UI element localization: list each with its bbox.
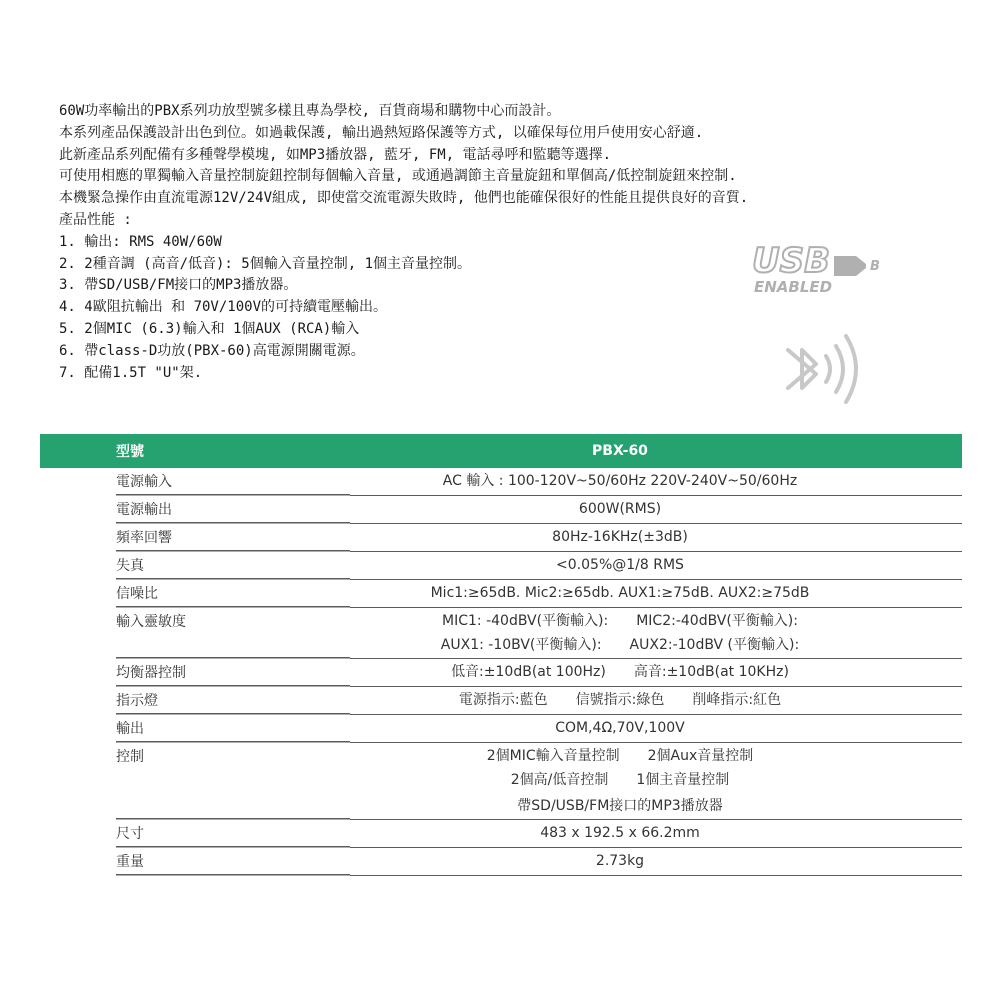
spec-value-segment: 1個主音量控制 xyxy=(636,772,730,788)
spec-value-line xyxy=(350,851,890,872)
intro-line: 4. 4歐阻抗輸出 和 70V/100V的可持續電壓輸出。 xyxy=(59,299,388,316)
spec-value-segment: 電源指示:藍色 xyxy=(458,692,548,708)
spec-label: 重量 xyxy=(40,848,350,876)
spec-value-segment: AUX2:-10dBV (平衡輸入): xyxy=(629,637,800,653)
spec-value-line xyxy=(350,583,890,604)
spec-value-line xyxy=(350,690,890,711)
table-row xyxy=(40,496,962,524)
spec-value xyxy=(350,687,962,715)
spec-label: 尺寸 xyxy=(40,820,350,848)
spec-value-segment: COM,4Ω,70V,100V xyxy=(555,720,685,736)
spec-value-segment: 80Hz-16KHz(±3dB) xyxy=(552,529,688,545)
intro-line: 本機緊急操作由直流電源12V/24V組成, 即使當交流電源失敗時, 他們也能確保很好的性能且提供良好的音質. xyxy=(59,190,749,207)
spec-value-line xyxy=(350,611,890,632)
spec-label: 指示燈 xyxy=(40,687,350,715)
spec-value-segment: 低音:±10dB(at 100Hz) xyxy=(451,664,606,680)
intro-line: 此新產品系列配備有多種聲學模塊, 如MP3播放器, 藍牙, FM, 電話尋呼和監聽等選擇. xyxy=(59,146,612,163)
spec-value xyxy=(350,468,962,496)
spec-label: 均衡器控制 xyxy=(40,659,350,687)
spec-label: 輸出 xyxy=(40,715,350,743)
bluetooth-icon xyxy=(782,330,866,408)
intro-line: 5. 2個MIC (6.3)輸入和 1個AUX (RCA)輸入 xyxy=(59,320,360,337)
spec-value-line xyxy=(350,499,890,520)
spec-value-line xyxy=(350,823,890,844)
table-row xyxy=(40,743,962,820)
spec-value-line xyxy=(350,662,890,683)
intro-line: 2. 2種音調 (高音/低音): 5個輸入音量控制, 1個主音量控制。 xyxy=(59,255,472,272)
intro-line: 本系列產品保護設計出色到位。如過載保護, 輸出過熱短路保護等方式, 以確保每位用戶使用安心舒適. xyxy=(59,124,704,141)
spec-value-segment: 信號指示:綠色 xyxy=(575,692,665,708)
table-row xyxy=(40,608,962,659)
spec-value xyxy=(350,743,962,820)
spec-value-segment: Mic1:≥65dB. Mic2:≥65db. AUX1:≥75dB. AUX2:≥75dB xyxy=(430,585,810,601)
spec-value xyxy=(350,552,962,580)
header-model-label: 型號 xyxy=(40,434,350,468)
spec-value xyxy=(350,820,962,848)
header-model-value: PBX-60 xyxy=(350,434,962,468)
table-row xyxy=(40,524,962,552)
spec-table-body xyxy=(40,468,962,876)
spec-value xyxy=(350,715,962,743)
spec-value-line xyxy=(350,632,890,658)
spec-value xyxy=(350,496,962,524)
spec-value-segment: 2.73kg xyxy=(595,853,645,869)
intro-line: 產品性能 : xyxy=(59,211,132,228)
usb-logo-text: USB xyxy=(752,241,831,281)
table-header-row xyxy=(40,434,962,468)
table-row xyxy=(40,659,962,687)
spec-value-line xyxy=(350,527,890,548)
spec-value-segment: 2個高/低音控制 xyxy=(510,772,609,788)
usb-plug-icon xyxy=(834,256,866,276)
usb-enabled-text: ENABLED xyxy=(754,278,833,296)
spec-value-segment: 483 x 192.5 x 66.2mm xyxy=(540,825,700,841)
spec-value-segment: MIC1: -40dBV(平衡輸入): xyxy=(442,613,609,629)
spec-value-segment: MIC2:-40dBV(平衡輸入): xyxy=(636,613,798,629)
table-row xyxy=(40,848,962,876)
table-row xyxy=(40,715,962,743)
spec-value-line xyxy=(350,793,890,819)
spec-value xyxy=(350,524,962,552)
spec-label: 失真 xyxy=(40,552,350,580)
spec-label: 輸入靈敏度 xyxy=(40,608,350,659)
spec-label: 頻率回響 xyxy=(40,524,350,552)
spec-value-segment: 高音:±10dB(at 10KHz) xyxy=(633,664,789,680)
spec-label: 電源輸入 xyxy=(40,468,350,496)
spec-value-segment: 削峰指示:紅色 xyxy=(692,692,782,708)
spec-value-segment: AC 輸入 : 100-120V~50/60Hz 220V-240V~50/60Hz xyxy=(442,473,798,489)
spec-value-line xyxy=(350,471,890,492)
spec-value xyxy=(350,848,962,876)
intro-line: 60W功率輸出的PBX系列功放型號多樣且專為學校, 百貨商場和購物中心而設計。 xyxy=(59,103,561,119)
spec-value xyxy=(350,659,962,687)
spec-value-segment: 2個Aux音量控制 xyxy=(647,748,754,764)
spec-value-line xyxy=(350,555,890,576)
spec-value-line xyxy=(350,746,890,767)
spec-value-line xyxy=(350,767,890,793)
spec-value xyxy=(350,580,962,608)
spec-value xyxy=(350,608,962,659)
spec-label: 電源輸出 xyxy=(40,496,350,524)
spec-value-segment: <0.05%@1/8 RMS xyxy=(556,557,684,573)
spec-label: 控制 xyxy=(40,743,350,820)
intro-line: 3. 帶SD/USB/FM接口的MP3播放器。 xyxy=(59,277,298,294)
table-row xyxy=(40,687,962,715)
intro-line: 6. 帶class-D功放(PBX-60)高電源開關電源。 xyxy=(59,342,365,359)
spec-value-segment: AUX1: -10BV(平衡輸入): xyxy=(440,637,602,653)
spec-value-line xyxy=(350,718,890,739)
intro-line: 可使用相應的單獨輸入音量控制旋鈕控制每個輸入音量, 或通過調節主音量旋鈕和單個高/低控制旋鈕來控制. xyxy=(59,168,737,185)
usb-logo-suffix: B xyxy=(870,259,880,274)
spec-value-segment: 2個MIC輸入音量控制 xyxy=(486,748,620,764)
table-row xyxy=(40,552,962,580)
spec-table xyxy=(40,434,962,876)
table-row xyxy=(40,580,962,608)
usb-enabled-logo xyxy=(752,238,892,298)
intro-line: 1. 輸出: RMS 40W/60W xyxy=(59,233,222,250)
table-row xyxy=(40,468,962,496)
spec-value-segment: 600W(RMS) xyxy=(578,501,662,517)
table-row xyxy=(40,820,962,848)
spec-label: 信噪比 xyxy=(40,580,350,608)
spec-value-segment: 帶SD/USB/FM接口的MP3播放器 xyxy=(517,798,723,814)
intro-line: 7. 配備1.5T "U"架. xyxy=(59,364,203,381)
